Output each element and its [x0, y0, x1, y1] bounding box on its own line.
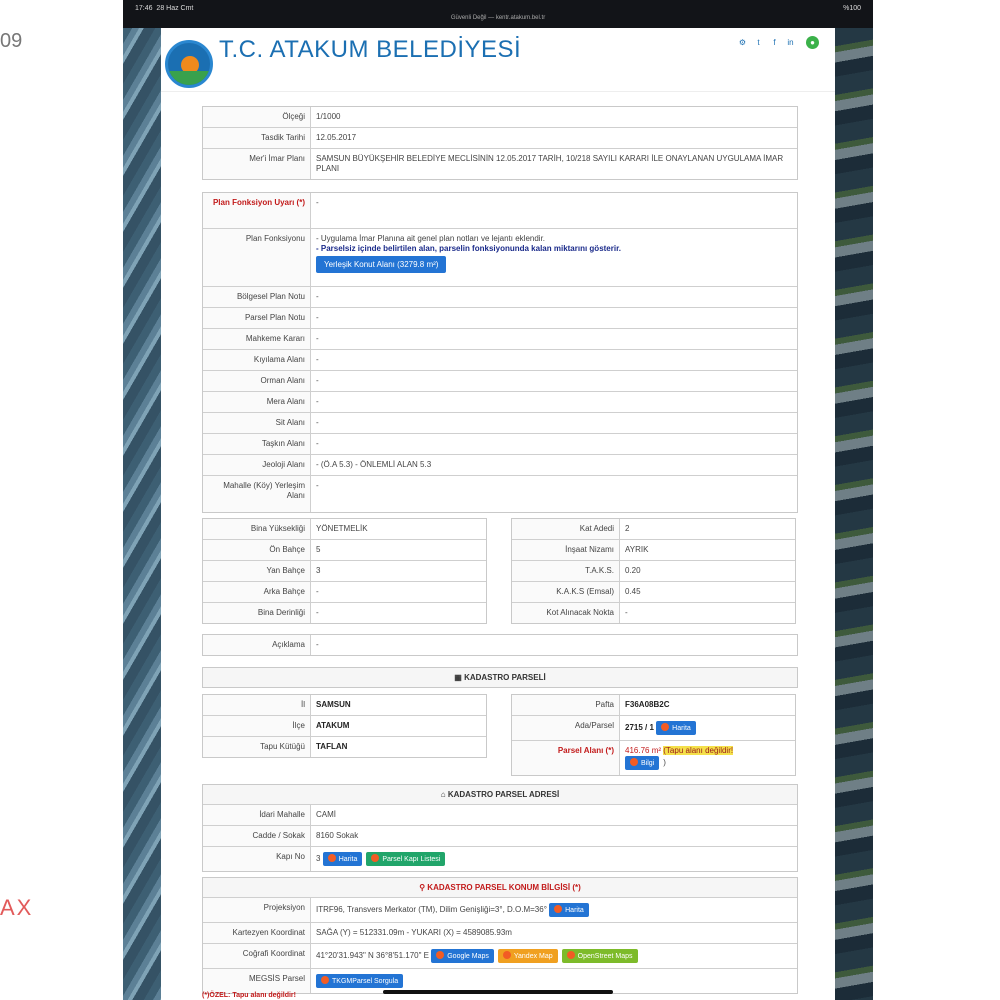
cadastre-address-table — [202, 784, 798, 872]
row-label: Bina Derinliği — [203, 603, 311, 623]
map-button[interactable]: Harita — [549, 903, 589, 917]
table-row — [203, 561, 486, 582]
table-row — [512, 716, 795, 741]
row-value: 416.76 m² (Tapu alanı değildir! Bilgi ) — [620, 741, 795, 775]
row-label: Pafta — [512, 695, 620, 715]
row-label: T.A.K.S. — [512, 561, 620, 581]
row-label: Arka Bahçe — [203, 582, 311, 602]
table-row — [203, 455, 797, 476]
row-label: MEGSİS Parsel — [203, 969, 311, 993]
table-row — [203, 716, 486, 737]
google-maps-button[interactable]: Google Maps — [431, 949, 494, 963]
row-value: - — [316, 587, 319, 596]
row-label: Tapu Kütüğü — [203, 737, 311, 757]
row-label: Ada/Parsel — [512, 716, 620, 740]
facebook-icon[interactable]: f — [773, 38, 776, 47]
row-label: Bina Yüksekliği — [203, 519, 311, 539]
table-row — [203, 635, 797, 655]
social-links — [738, 36, 819, 49]
row-value: ITRF96, Transvers Merkator (TM), Dilim Genişliği=3°, D.O.M=36° Harita — [311, 898, 797, 922]
home-indicator[interactable] — [383, 990, 613, 994]
table-row — [512, 519, 795, 540]
row-label: İlçe — [203, 716, 311, 736]
row-label: İl — [203, 695, 311, 715]
row-value: 3 Harita Parsel Kapı Listesi — [311, 847, 797, 871]
table-row — [203, 329, 797, 350]
row-value: 2 — [625, 524, 630, 533]
row-label: Plan Fonksiyonu — [203, 229, 311, 286]
table-row — [512, 603, 795, 623]
door-list-button[interactable]: Parsel Kapı Listesi — [366, 852, 445, 866]
row-value: TAFLAN — [316, 742, 348, 751]
row-value: 1/1000 — [316, 112, 341, 121]
row-value: 0.45 — [625, 587, 641, 596]
table-row — [203, 392, 797, 413]
table-row — [512, 540, 795, 561]
row-label: Mer'i İmar Planı — [203, 149, 311, 179]
table-row — [203, 434, 797, 455]
table-row — [203, 476, 797, 512]
row-value: - — [316, 481, 319, 490]
table-row — [203, 519, 486, 540]
plan-info-table — [202, 106, 798, 180]
home-icon: ⌂ — [440, 790, 448, 799]
row-label: Coğrafi Koordinat — [203, 944, 311, 968]
table-row — [203, 805, 797, 826]
table-row — [203, 923, 797, 944]
row-value: 2715 / 1 Harita — [620, 716, 795, 740]
table-row — [203, 603, 486, 623]
row-label: Bölgesel Plan Notu — [203, 287, 311, 307]
row-value: - — [316, 418, 319, 427]
row-value: - — [316, 313, 319, 322]
row-value: - — [316, 397, 319, 406]
row-value: SAĞA (Y) = 512331.09m - YUKARI (X) = 4589085.93m — [316, 928, 512, 937]
site-header — [161, 28, 835, 92]
row-label: Plan Fonksiyon Uyarı (*) — [203, 193, 311, 228]
table-row — [203, 695, 486, 716]
row-label: Kapı No — [203, 847, 311, 871]
building-params-left — [202, 518, 487, 624]
section-title: ⌂ KADASTRO PARSEL ADRESİ — [203, 785, 797, 805]
site-title[interactable]: T.C. ATAKUM BELEDİYESİ — [219, 36, 522, 63]
openstreet-maps-button[interactable]: OpenStreet Maps — [562, 949, 638, 963]
map-button[interactable]: Harita — [323, 852, 363, 866]
table-row — [203, 371, 797, 392]
row-label: Tasdik Tarihi — [203, 128, 311, 148]
status-bar — [123, 0, 873, 28]
cadastre-left — [202, 694, 487, 758]
row-label: Parsel Alanı (*) — [512, 741, 620, 775]
info-button[interactable]: Bilgi — [625, 756, 659, 770]
cadastre-section-header — [202, 667, 798, 688]
table-row — [203, 582, 486, 603]
cadastre-location-table — [202, 877, 798, 994]
row-label: Mahkeme Kararı — [203, 329, 311, 349]
plan-function-note-bold: - Parselsiz içinde belirtilen alan, parselin fonksiyonunda kalan miktarını gösterir. — [316, 244, 621, 253]
row-label: Jeoloji Alanı — [203, 455, 311, 475]
function-area-button[interactable]: Yerleşik Konut Alanı (3279.8 m²) — [316, 256, 446, 273]
row-value: 12.05.2017 — [316, 133, 357, 142]
yandex-map-button[interactable]: Yandex Map — [498, 949, 558, 963]
row-label: Ölçeği — [203, 107, 311, 127]
row-value: - — [316, 608, 319, 617]
table-row — [203, 847, 797, 871]
municipality-logo[interactable] — [165, 40, 213, 88]
row-label: Açıklama — [203, 635, 311, 655]
row-label: Kıyılama Alanı — [203, 350, 311, 370]
tkgm-query-button[interactable]: TKGMParsel Sorgula — [316, 974, 403, 988]
row-value: SAMSUN — [316, 700, 351, 709]
row-label: Orman Alanı — [203, 371, 311, 391]
table-row — [203, 287, 797, 308]
side-photo-left — [123, 28, 161, 1000]
building-params-right — [511, 518, 796, 624]
address-bar[interactable]: Güvenli Değil — kentr.atakum.bel.tr — [450, 15, 546, 21]
row-value: - — [316, 292, 319, 301]
map-pin-icon: ⚲ — [419, 883, 428, 892]
description-table — [202, 634, 798, 656]
side-photo-right — [835, 28, 873, 1000]
footnote-warning: (*)ÖZEL: Tapu alanı değildir! — [202, 992, 296, 999]
row-value: 0.20 — [625, 566, 641, 575]
table-row — [203, 350, 797, 371]
plan-function-note: - Uygulama İmar Planına ait genel plan notları ve lejantı eklendir. — [316, 234, 546, 243]
background-text-time: 09 — [0, 30, 23, 52]
row-label: Cadde / Sokak — [203, 826, 311, 846]
table-row — [512, 561, 795, 582]
row-value: ATAKUM — [316, 721, 350, 730]
row-label: Kat Adedi — [512, 519, 620, 539]
table-row — [203, 898, 797, 923]
user-icon[interactable]: ● — [806, 36, 819, 49]
row-value: 8160 Sokak — [316, 831, 359, 840]
row-value: F36A08B2C — [625, 700, 670, 709]
row-value: - — [316, 198, 319, 207]
row-value: 5 — [316, 545, 321, 554]
twitter-icon[interactable]: t — [757, 38, 760, 47]
row-label: Kot Alınacak Nokta — [512, 603, 620, 623]
row-label: Parsel Plan Notu — [203, 308, 311, 328]
map-button[interactable]: Harita — [656, 721, 696, 735]
row-value: YÖNETMELİK — [316, 524, 368, 533]
settings-icon[interactable]: ⚙ — [738, 38, 747, 47]
row-label: K.A.K.S (Emsal) — [512, 582, 620, 602]
row-value: SAMSUN BÜYÜKŞEHİR BELEDİYE MECLİSİNİN 12.05.2017 TARİH, 10/218 SAYILI KARARI İLE ONAYLANAN UYGULAMA İMAR PLANI — [316, 154, 784, 173]
table-row — [512, 695, 795, 716]
table-row — [203, 193, 797, 229]
table-row — [203, 128, 797, 149]
section-title: ▦ KADASTRO PARSELİ — [203, 668, 797, 687]
row-value: - — [316, 355, 319, 364]
row-value: - — [316, 376, 319, 385]
row-value: AYRIK — [625, 545, 649, 554]
row-value: - — [625, 608, 628, 617]
row-label: Yan Bahçe — [203, 561, 311, 581]
row-value: - — [316, 640, 319, 649]
table-row — [512, 582, 795, 603]
section-title: ⚲ KADASTRO PARSEL KONUM BİLGİSİ (*) — [203, 878, 797, 898]
row-value: - (Ö.A 5.3) - ÖNLEMLİ ALAN 5.3 — [316, 460, 432, 469]
web-page — [161, 28, 835, 1000]
tablet-frame — [123, 0, 873, 1000]
status-time: 17:46 28 Haz Cmt — [135, 5, 194, 12]
table-row — [203, 229, 797, 287]
linkedin-icon[interactable]: in — [787, 38, 794, 47]
row-label: Mahalle (Köy) Yerleşim Alanı — [203, 476, 311, 512]
row-label: Ön Bahçe — [203, 540, 311, 560]
status-battery: %100 — [843, 5, 861, 12]
row-value: - — [316, 439, 319, 448]
table-row — [203, 308, 797, 329]
row-label: Projeksiyon — [203, 898, 311, 922]
table-row — [203, 737, 486, 757]
plan-function-table — [202, 192, 798, 513]
table-row — [203, 413, 797, 434]
table-row — [203, 826, 797, 847]
row-label: Sit Alanı — [203, 413, 311, 433]
table-row — [203, 107, 797, 128]
cadastre-right — [511, 694, 796, 776]
row-label: İdari Mahalle — [203, 805, 311, 825]
row-value: 41°20'31.943" N 36°8'51.170" E Google Maps Yandex Map OpenStreet Maps — [311, 944, 797, 968]
row-label: Taşkın Alanı — [203, 434, 311, 454]
row-label: Mera Alanı — [203, 392, 311, 412]
table-row — [203, 540, 486, 561]
row-value: CAMİ — [316, 810, 336, 819]
table-row — [203, 944, 797, 969]
row-value: 3 — [316, 566, 321, 575]
row-label: İnşaat Nizamı — [512, 540, 620, 560]
grid-icon: ▦ — [454, 673, 465, 682]
background-text-fragment: AX — [0, 895, 34, 920]
row-label: Kartezyen Koordinat — [203, 923, 311, 943]
row-value: - — [316, 334, 319, 343]
row-value — [311, 229, 797, 286]
table-row — [512, 741, 795, 775]
table-row — [203, 149, 797, 179]
